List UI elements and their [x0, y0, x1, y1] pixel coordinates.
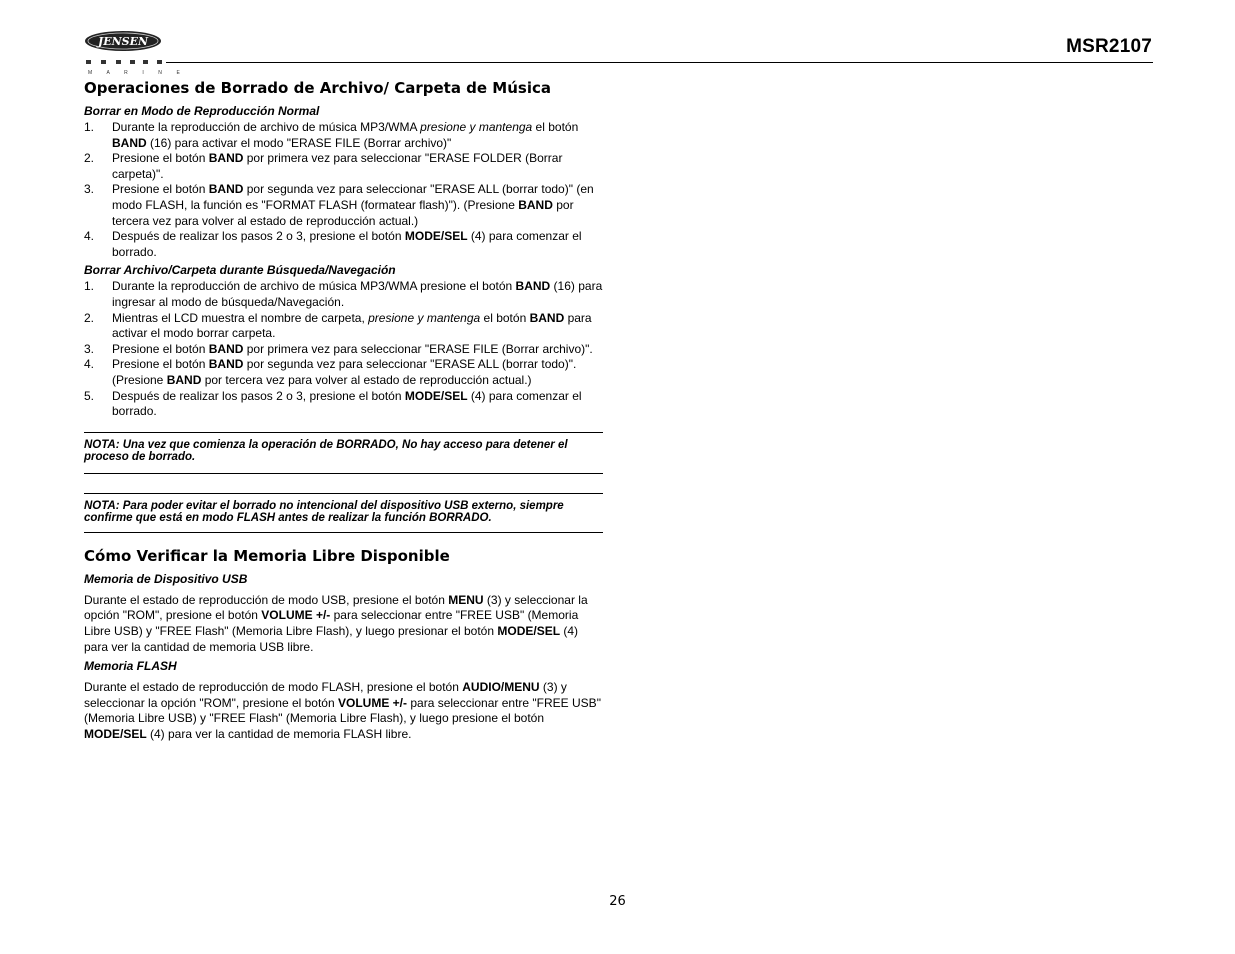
list-item-number: 1.: [84, 120, 95, 134]
list-item-number: 3.: [84, 341, 95, 356]
subheading-normal-playback: Borrar en Modo de Reproducción Normal: [84, 104, 320, 118]
note-erase-no-stop: NOTA: Una vez que comienza la operación de BORRADO, No hay acceso para detener el proceso de borrado.: [84, 432, 603, 474]
list-item-number: 5.: [84, 388, 95, 403]
list-item: 4. Después de realizar los pasos 2 o 3, presione el botón MODE/SEL (4) para comenzar el borrado.: [84, 229, 582, 259]
list-item: 5. Después de realizar los pasos 2 o 3, presione el botón MODE/SEL (4) para comenzar el borrado.: [84, 388, 582, 419]
list-item-number: 2.: [84, 310, 95, 325]
paragraph-flash-memory: Durante el estado de reproducción de modo FLASH, presione el botón AUDIO/MENU (3) y seleccionar la opción "ROM", presione el botón VOLUME +/- para seleccionar entre "FREE USB" (Memoria Libre USB) y "FREE Flash" (Memoria Libre Flash), y luego presione el botón MODE/SEL (4) para ver la cantidad de memoria FLASH libre.: [84, 679, 601, 742]
subheading-flash-memory: Memoria FLASH: [84, 658, 177, 673]
section-title-erase: Operaciones de Borrado de Archivo/ Carpeta de Música: [84, 79, 551, 97]
page-content: [84, 79, 604, 745]
jensen-marine-logo: [84, 30, 187, 76]
paragraph-usb-memory: Durante el estado de reproducción de modo USB, presione el botón MENU (3) y seleccionar la opción "ROM", presione el botón VOLUME +/- para seleccionar entre "FREE USB" (Memoria Libre USB) y "FREE Flash" (Memoria Libre Flash), y luego presionar el botón MODE/SEL (4) para ver la cantidad de memoria USB libre.: [84, 592, 588, 655]
list-item-number: 4.: [84, 357, 95, 372]
list-item: 2. Mientras el LCD muestra el nombre de carpeta, presione y mantenga el botón BAND para activar el modo borrar carpeta.: [84, 310, 592, 341]
list-item: 3. Presione el botón BAND por primera vez para seleccionar "ERASE FILE (Borrar archivo)".: [84, 341, 593, 356]
list-item: 3. Presione el botón BAND por segunda vez para seleccionar "ERASE ALL (borrar todo)" (en modo FLASH, la función es "FORMAT FLASH (formatear flash)"). (Presione BAND por tercera vez para volver al estado de reproducción actual.): [84, 182, 594, 228]
list-item-number: 4.: [84, 229, 95, 244]
steps-search-navigation: [84, 279, 604, 419]
list-item: 4. Presione el botón BAND por segunda vez para seleccionar "ERASE ALL (borrar todo)". (Presione BAND por tercera vez para volver al estado de reproducción actual.): [84, 357, 577, 387]
header-rule: [166, 62, 1153, 63]
list-item: 1. Durante la reproducción de archivo de música MP3/WMA presione el botón BAND (16) para ingresar al modo de búsqueda/Navegación.: [84, 279, 603, 309]
brand-tagline: M A R I N E: [88, 70, 187, 76]
subheading-search-navigation: Borrar Archivo/Carpeta durante Búsqueda/Navegación: [84, 263, 396, 278]
list-item: 1. Durante la reproducción de archivo de música MP3/WMA presione y mantenga el botón BAND (16) para activar el modo "ERASE FILE (Borrar archivo)": [84, 120, 579, 150]
list-item-number: 1.: [84, 279, 95, 294]
brand-text: JENSEN: [97, 35, 149, 48]
subheading-usb-memory: Memoria de Dispositivo USB: [84, 571, 248, 586]
list-item-number: 2.: [84, 151, 95, 166]
page-number: 26: [609, 894, 626, 909]
list-item-number: 3.: [84, 182, 95, 197]
section-title-memory: Cómo Verificar la Memoria Libre Disponible: [84, 546, 450, 565]
marine-squares: [86, 60, 162, 64]
model-number: MSR2107: [1066, 36, 1152, 57]
note-flash-mode: NOTA: Para poder evitar el borrado no intencional del dispositivo USB externo, siempre confirme que está en modo FLASH antes de realizar la función BORRADO.: [84, 493, 603, 533]
list-item: 2. Presione el botón BAND por primera vez para seleccionar "ERASE FOLDER (Borrar carpeta)".: [84, 151, 563, 181]
steps-normal-playback: [84, 120, 604, 260]
